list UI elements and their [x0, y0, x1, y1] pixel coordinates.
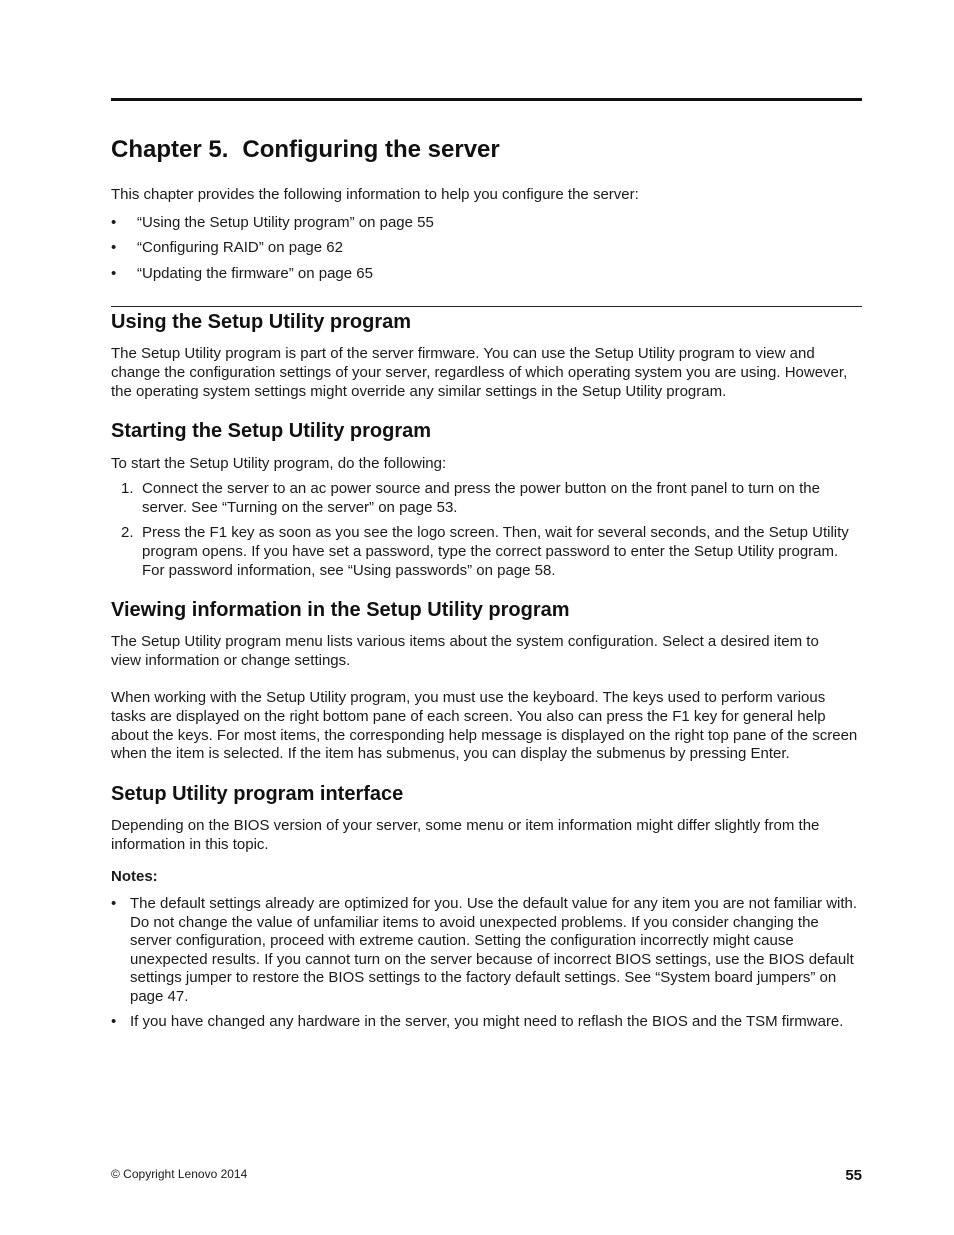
toc-item[interactable]: • “Updating the firmware” on page 65	[111, 264, 373, 282]
toc-item[interactable]: • “Using the Setup Utility program” on page 55	[111, 214, 434, 231]
viewing-para-2: When working with the Setup Utility program, you must use the keyboard. The keys used to perform various tasks are displayed on the right bottom pane of each screen. You also can press the F1 key for general help about the keys. For most items, the corresponding help message is displayed on the right top pane of the screen when the item is selected. If the item has submenus, you can display the submenus by pressing Enter.	[111, 689, 858, 763]
document-page	[111, 0, 862, 1235]
chapter-rule	[111, 98, 862, 101]
interface-body: Depending on the BIOS version of your server, some menu or item information might differ slightly from the information in this topic.	[111, 817, 820, 853]
list-item: • If you have changed any hardware in the server, you might need to reflash the BIOS and the TSM firmware.	[111, 1013, 844, 1031]
heading-interface: Setup Utility program interface	[111, 783, 404, 805]
chapter-toc-list	[111, 214, 862, 284]
list-item: • The default settings already are optimized for you. Use the default value for any item you are not familiar with. Do not change the value of unfamiliar items to avoid unexpected problems. If you consider changing the server configuration, proceed with extreme caution. Setting the configuration incorrectly might cause unexpected results. If you cannot turn on the server because of incorrect BIOS settings, use the BIOS default settings jumper to restore the BIOS settings to the factory default settings. See “System board jumpers” on page 47.	[111, 895, 858, 1005]
chapter-title	[111, 136, 500, 164]
section-rule	[111, 306, 862, 307]
chapter-number: Chapter 5.	[111, 136, 229, 163]
toc-item[interactable]: • “Configuring RAID” on page 62	[111, 239, 343, 257]
list-item: 2. Press the F1 key as soon as you see the logo screen. Then, wait for several seconds, and the Setup Utility program opens. If you have set a password, type the correct password to enter the Setup Utility program. For password information, see “Using passwords” on page 58.	[121, 524, 849, 579]
notes-list	[111, 895, 862, 1032]
chapter-intro: This chapter provides the following information to help you configure the server:	[111, 186, 639, 203]
page-number: 55	[845, 1167, 862, 1184]
chapter-name: Configuring the server	[242, 136, 500, 163]
starting-steps-list	[121, 480, 862, 581]
list-item: 1. Connect the server to an ac power source and press the power button on the front panel to turn on the server. See “Turning on the server” on page 53.	[121, 480, 820, 516]
heading-viewing-information: Viewing information in the Setup Utility program	[111, 599, 570, 621]
starting-intro: To start the Setup Utility program, do the following:	[111, 455, 447, 472]
heading-using-setup-utility: Using the Setup Utility program	[111, 311, 412, 333]
using-setup-utility-body: The Setup Utility program is part of the server firmware. You can use the Setup Utility program to view and change the configuration settings of your server, regardless of which operating system you are using. However, the operating system settings might override any similar settings in the Setup Utility program.	[111, 345, 848, 400]
viewing-para-1: The Setup Utility program menu lists various items about the system configuration. Select a desired item to view information or change settings.	[111, 633, 819, 669]
notes-label: Notes:	[111, 868, 158, 885]
heading-starting-setup-utility: Starting the Setup Utility program	[111, 420, 432, 442]
footer-copyright: © Copyright Lenovo 2014	[111, 1167, 248, 1181]
